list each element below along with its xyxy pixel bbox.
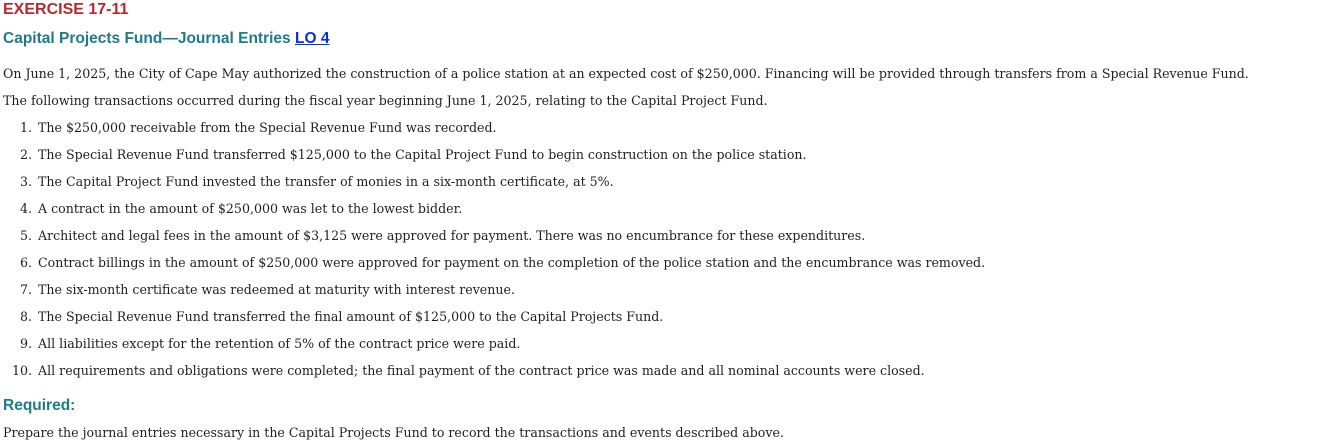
exercise-subtitle — [3, 30, 329, 48]
list-item — [3, 309, 985, 336]
item-number: 6. — [19, 255, 32, 270]
list-item — [3, 363, 985, 390]
transactions-intro: The following transactions occurred during the fiscal year beginning June 1, 2025, relating to the Capital Project Fund. — [3, 93, 768, 108]
item-text: All requirements and obligations were completed; the final payment of the contract price was made and all nominal accounts were closed. — [38, 363, 925, 378]
required-text: Prepare the journal entries necessary in the Capital Projects Fund to record the transactions and events described above. — [3, 425, 784, 440]
item-text: The $250,000 receivable from the Special Revenue Fund was recorded. — [38, 120, 497, 135]
item-text: A contract in the amount of $250,000 was let to the lowest bidder. — [38, 201, 463, 216]
item-text: Contract billings in the amount of $250,000 were approved for payment on the completion of the police station and the encumbrance was removed. — [38, 255, 986, 270]
item-text: All liabilities except for the retention of 5% of the contract price were paid. — [38, 336, 521, 351]
item-number: 8. — [19, 309, 32, 324]
item-number: 4. — [19, 201, 32, 216]
list-item — [3, 201, 985, 228]
item-number: 7. — [19, 282, 32, 297]
item-number: 9. — [19, 336, 32, 351]
transactions-list — [3, 120, 985, 390]
item-text: The Special Revenue Fund transferred the final amount of $125,000 to the Capital Projects Fund. — [38, 309, 664, 324]
item-text: The Special Revenue Fund transferred $125,000 to the Capital Project Fund to begin construction on the police station. — [38, 147, 807, 162]
item-text: The Capital Project Fund invested the transfer of monies in a six-month certificate, at 5%. — [38, 174, 614, 189]
item-number: 2. — [19, 147, 32, 162]
item-text: Architect and legal fees in the amount of $3,125 were approved for payment. There was no encumbrance for these expenditures. — [38, 228, 866, 243]
list-item — [3, 255, 985, 282]
learning-objective-link[interactable]: LO 4 — [294, 30, 330, 47]
item-number: 5. — [19, 228, 32, 243]
list-item — [3, 228, 985, 255]
exercise-subtitle-text: Capital Projects Fund—Journal Entries — [3, 30, 291, 47]
item-text: The six-month certificate was redeemed at maturity with interest revenue. — [38, 282, 515, 297]
item-number: 10. — [11, 363, 32, 378]
list-item — [3, 282, 985, 309]
list-item — [3, 147, 985, 174]
intro-paragraph: On June 1, 2025, the City of Cape May authorized the construction of a police station at an expected cost of $250,000. Financing will be provided through transfers from a Special Revenue Fund. — [3, 66, 1249, 81]
list-item — [3, 336, 985, 363]
item-number: 1. — [19, 120, 32, 135]
list-item — [3, 120, 985, 147]
exercise-title: EXERCISE 17-11 — [3, 1, 129, 18]
required-heading: Required: — [3, 397, 76, 414]
list-item — [3, 174, 985, 201]
item-number: 3. — [19, 174, 32, 189]
